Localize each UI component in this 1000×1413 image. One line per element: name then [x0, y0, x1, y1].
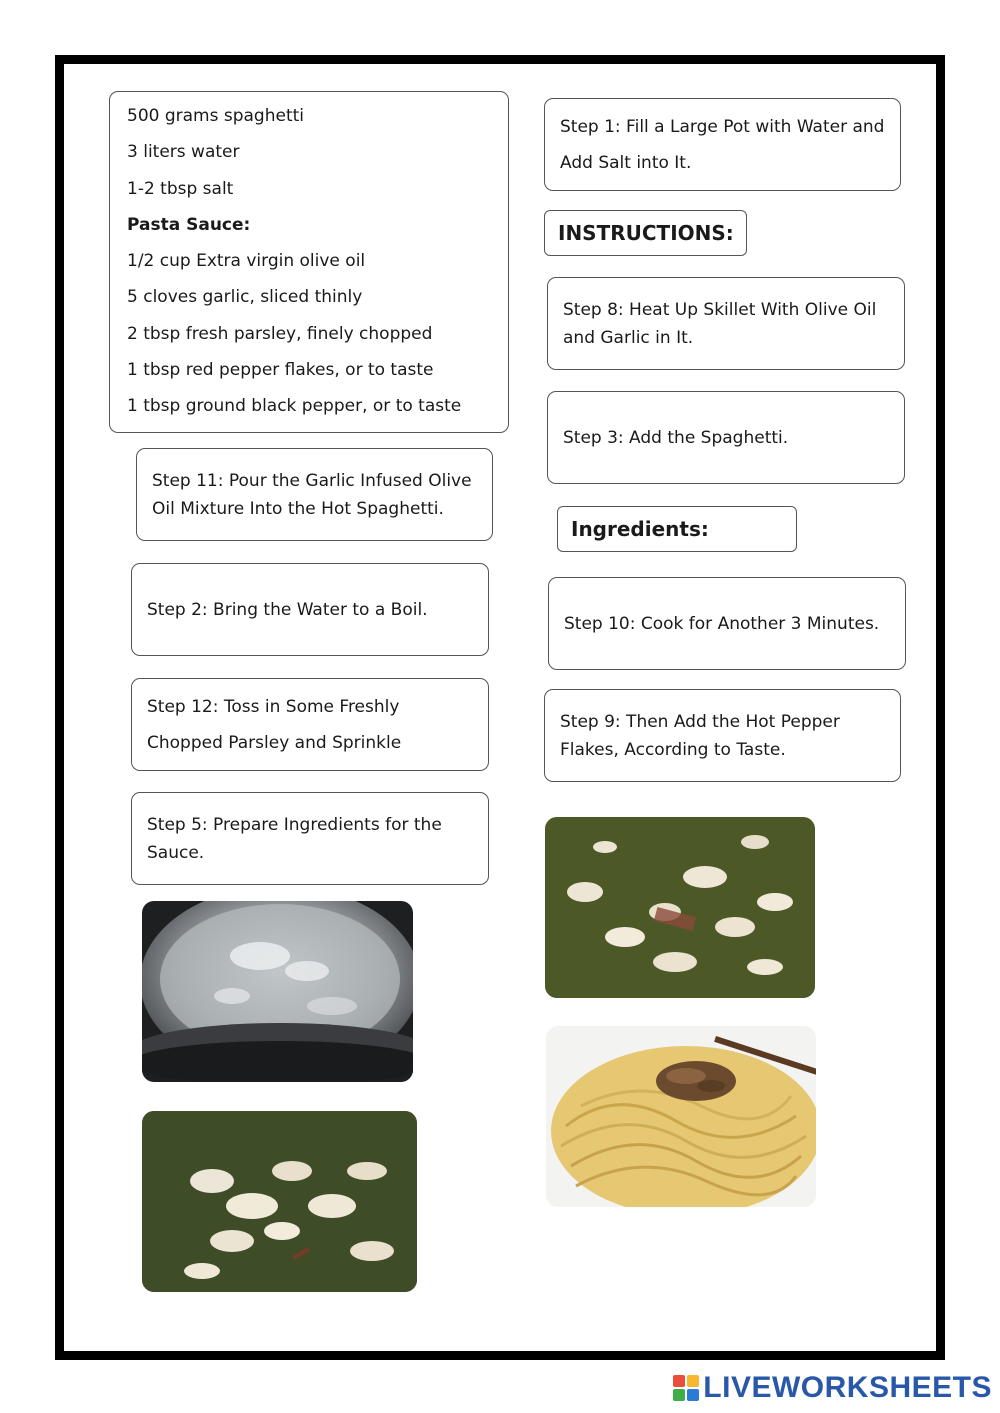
garlic-slices-image	[545, 817, 815, 998]
liveworksheets-logo	[673, 1371, 992, 1405]
step-10-card[interactable]	[548, 577, 906, 670]
step-12-card[interactable]	[131, 678, 489, 771]
step-text: Step 1: Fill a Large Pot with Water and Add Salt into It.	[560, 116, 885, 173]
step-text: Step 10: Cook for Another 3 Minutes.	[564, 613, 880, 634]
step-5-card[interactable]	[131, 792, 489, 885]
step-11-card[interactable]	[136, 448, 493, 541]
sauce-subheading: Pasta Sauce:	[127, 214, 251, 235]
boiling-water-photo[interactable]	[142, 901, 413, 1082]
step-text: Step 9: Then Add the Hot Pepper Flakes, According to Taste.	[560, 711, 840, 760]
step-8-card[interactable]	[547, 277, 905, 370]
step-text: Step 12: Toss in Some Freshly Chopped Parsley and Sprinkle	[147, 696, 402, 753]
spaghetti-photo[interactable]	[546, 1026, 816, 1207]
garlic-oil-photo-2[interactable]	[545, 817, 815, 998]
step-9-card[interactable]	[544, 689, 901, 782]
boiling-pot-image	[142, 901, 413, 1082]
garlic-oil-photo-1[interactable]	[142, 1111, 417, 1292]
ingredient-item: 500 grams spaghetti	[127, 106, 305, 126]
step-text: Step 3: Add the Spaghetti.	[563, 427, 789, 448]
garlic-skillet-image	[142, 1111, 417, 1292]
step-2-card[interactable]	[131, 563, 489, 656]
ingredients-list	[127, 98, 491, 425]
step-text: Step 5: Prepare Ingredients for the Sauce.	[147, 814, 442, 863]
step-text: Step 2: Bring the Water to a Boil.	[147, 599, 428, 620]
instructions-heading: INSTRUCTIONS:	[544, 210, 747, 256]
ingredients-list-box	[109, 91, 509, 433]
ingredient-item: 5 cloves garlic, sliced thinly	[127, 287, 363, 308]
ingredient-item: 1 tbsp red pepper flakes, or to taste	[127, 360, 434, 381]
step-1-card[interactable]	[544, 98, 901, 191]
liveworksheets-logo-icon	[673, 1375, 699, 1401]
ingredients-heading: Ingredients:	[557, 506, 797, 552]
ingredient-item: 1-2 tbsp salt	[127, 178, 234, 199]
step-text: Step 8: Heat Up Skillet With Olive Oil and Garlic in It.	[563, 299, 877, 348]
ingredient-item: 1 tbsp ground black pepper, or to taste	[127, 396, 462, 417]
ingredient-item: 1/2 cup Extra virgin olive oil	[127, 251, 366, 272]
ingredient-item: 2 tbsp fresh parsley, finely chopped	[127, 323, 433, 344]
brand-text: LIVEWORKSHEETS	[703, 1371, 992, 1404]
spaghetti-plate-image	[546, 1026, 816, 1207]
ingredient-item: 3 liters water	[127, 142, 240, 163]
step-text: Step 11: Pour the Garlic Infused Olive Oil Mixture Into the Hot Spaghetti.	[152, 470, 472, 519]
step-3-card[interactable]	[547, 391, 905, 484]
